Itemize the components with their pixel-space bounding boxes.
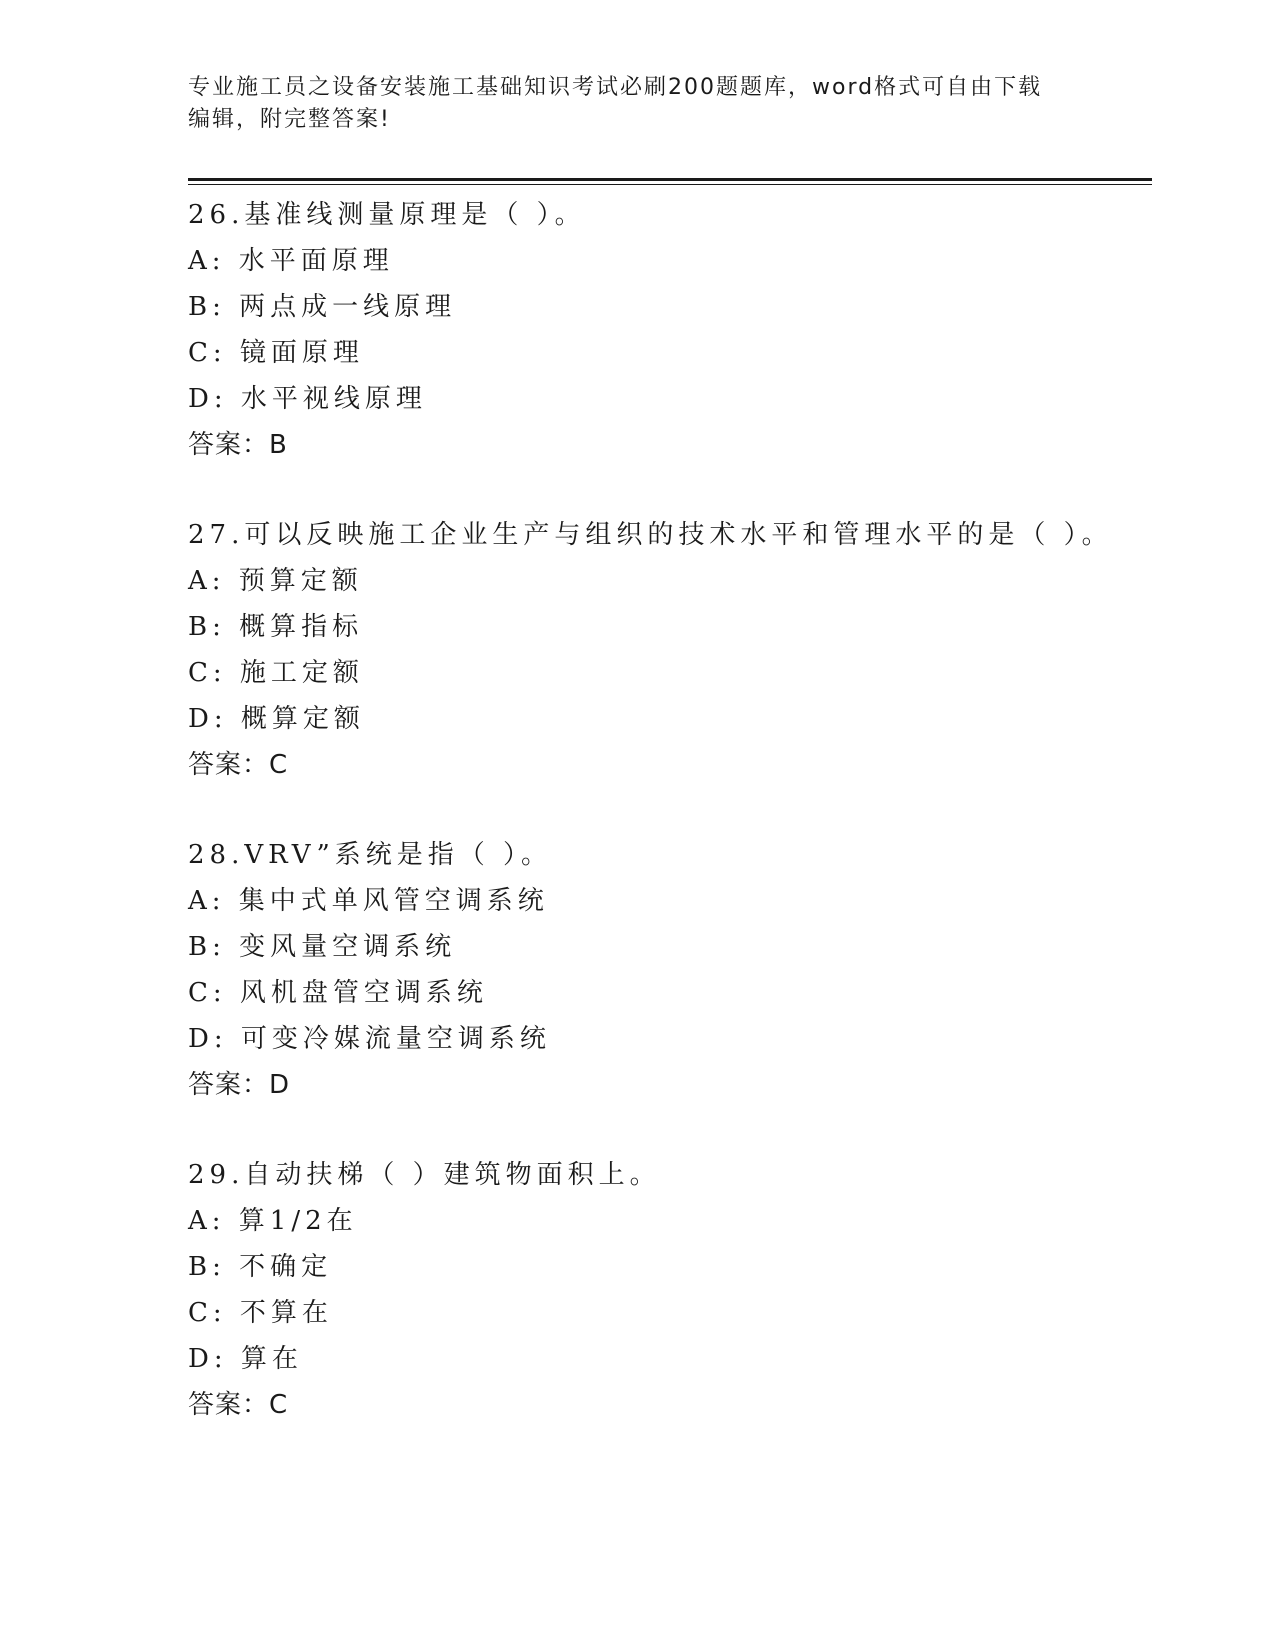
- question-list: [188, 192, 1148, 1428]
- option-a: A: 水平面原理: [188, 246, 394, 276]
- option-b: B: 两点成一线原理: [188, 292, 457, 322]
- question-stem: 27.可以反映施工企业生产与组织的技术水平和管理水平的是（ ）。: [188, 520, 1113, 550]
- header-rule-thick: [188, 178, 1152, 181]
- answer-line: 答案：B: [188, 430, 288, 460]
- option-a: A: 集中式单风管空调系统: [188, 886, 549, 916]
- option-c: C: 镜面原理: [188, 338, 364, 368]
- option-b: B: 概算指标: [188, 612, 364, 642]
- option-b: B: 变风量空调系统: [188, 932, 457, 962]
- question-29: [188, 1152, 1148, 1428]
- answer-line: 答案：C: [188, 750, 289, 780]
- option-d: D: 概算定额: [188, 704, 365, 734]
- option-d: D: 可变冷媒流量空调系统: [188, 1024, 551, 1054]
- question-stem: 29.自动扶梯（ ）建筑物面积上。: [188, 1160, 661, 1190]
- option-c: C: 风机盘管空调系统: [188, 978, 488, 1008]
- option-b: B: 不确定: [188, 1252, 333, 1282]
- header-line-1: 专业施工员之设备安装施工基础知识考试必刷200题题库，word格式可自由下载: [188, 75, 1043, 100]
- answer-line: 答案：C: [188, 1390, 289, 1420]
- question-27: [188, 512, 1148, 788]
- answer-line: 答案：D: [188, 1070, 291, 1100]
- question-28: [188, 832, 1148, 1108]
- option-d: D: 算在: [188, 1344, 303, 1374]
- header-rule-thin: [188, 184, 1152, 185]
- question-stem: 28.VRV”系统是指（ ）。: [188, 840, 553, 870]
- option-d: D: 水平视线原理: [188, 384, 427, 414]
- option-c: C: 不算在: [188, 1298, 333, 1328]
- option-a: A: 算1/2在: [188, 1206, 358, 1236]
- question-stem: 26.基准线测量原理是（ ）。: [188, 200, 586, 230]
- question-26: [188, 192, 1148, 468]
- document-header: [188, 72, 1068, 136]
- question-gap: [188, 468, 1148, 512]
- header-line-2: 编辑，附完整答案!: [188, 107, 391, 132]
- question-gap: [188, 788, 1148, 832]
- option-c: C: 施工定额: [188, 658, 364, 688]
- option-a: A: 预算定额: [188, 566, 363, 596]
- question-gap: [188, 1108, 1148, 1152]
